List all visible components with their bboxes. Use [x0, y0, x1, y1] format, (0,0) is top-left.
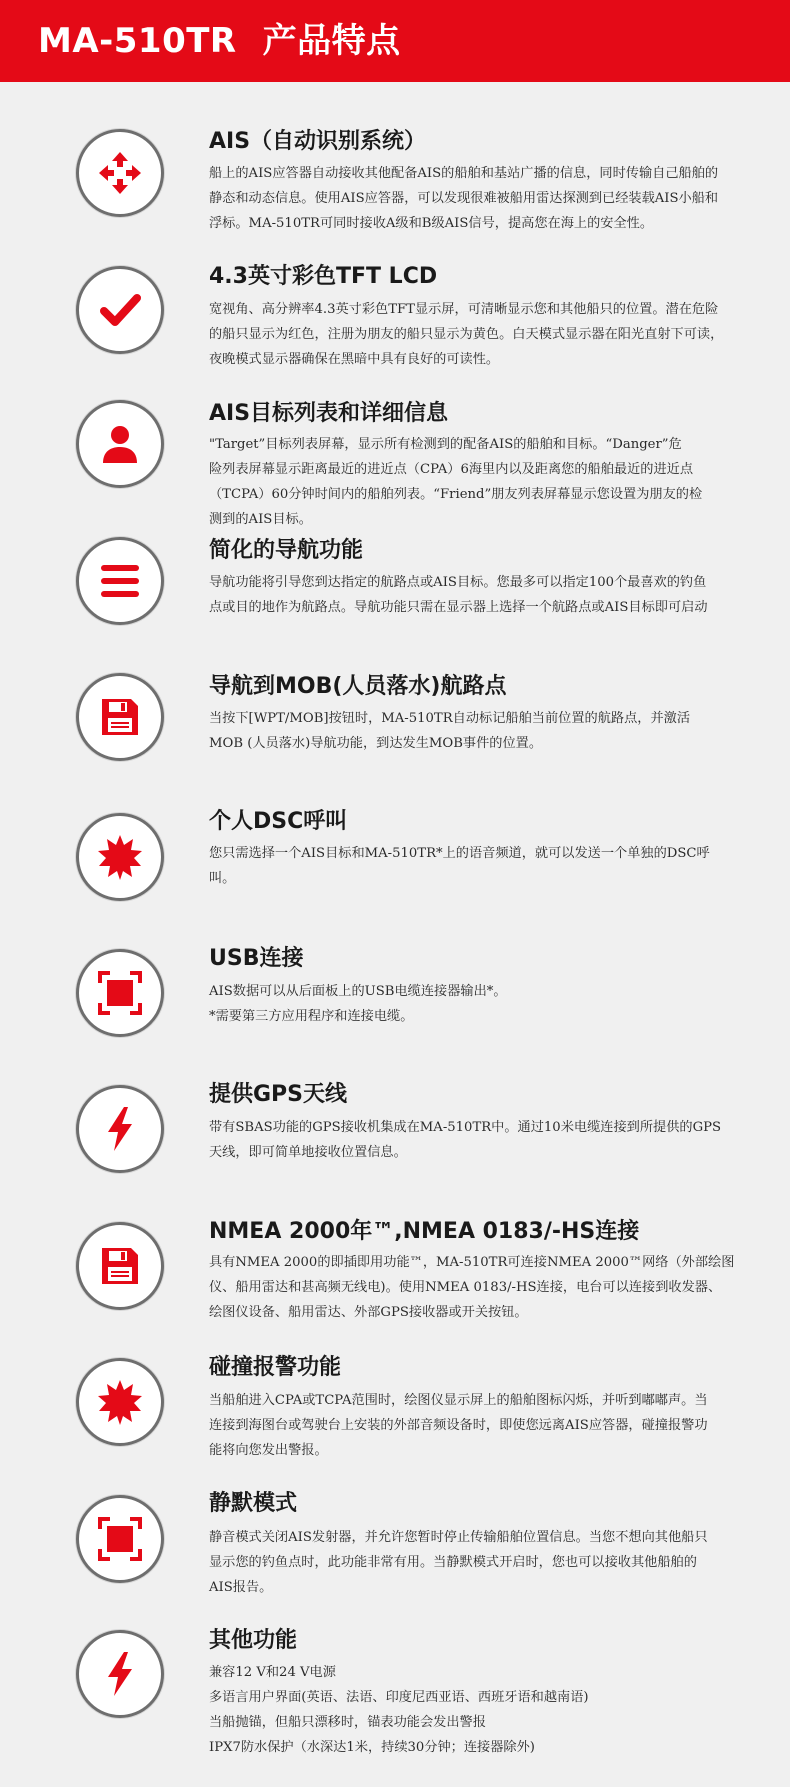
description-line: 船上的AIS应答器自动接收其他配备AIS的船舶和基站广播的信息，同时传输自己船舶的 [209, 166, 719, 181]
feature-icon-badge [76, 266, 164, 354]
description-line: 宽视角、高分辨率4.3英寸彩色TFT显示屏，可清晰显示您和其他船只的位置。潜在危险 [209, 302, 719, 317]
description-line: MOB (人员落水)导航功能，到达发生MOB事件的位置。 [209, 736, 543, 751]
title-text: 产品特点 [262, 21, 401, 61]
feature-description [209, 1250, 754, 1325]
feature-description [209, 1660, 754, 1760]
feature-description [209, 1388, 754, 1463]
description-line: 多语言用户界面(英语、法语、印度尼西亚语、西班牙语和越南语) [209, 1690, 589, 1705]
feature-icon-badge [76, 400, 164, 488]
feature-title: 提供GPS天线 [209, 1082, 348, 1107]
feature-icon-badge [76, 813, 164, 901]
feature-icon-badge [76, 1495, 164, 1583]
feature-description [209, 1115, 754, 1165]
description-line: 带有SBAS功能的GPS接收机集成在MA-510TR中。通过10米电缆连接到所提供的GPS [209, 1120, 722, 1135]
description-line: AIS数据可以从后面板上的USB电缆连接器输出*。 [209, 984, 507, 999]
description-line: 夜晚模式显示器确保在黑暗中具有良好的可读性。 [209, 352, 500, 367]
description-line: 当船抛锚，但船只漂移时，锚表功能会发出警报 [209, 1715, 486, 1730]
description-line: AIS报告。 [209, 1580, 273, 1595]
feature-icon-badge [76, 537, 164, 625]
description-line: 测到的AIS目标。 [209, 512, 312, 527]
feature-title: 简化的导航功能 [209, 538, 364, 563]
description-line: 险列表屏幕显示距离最近的进近点（CPA）6海里内以及距离您的船舶最近的进近点 [209, 462, 694, 477]
description-line: 浮标。MA-510TR可同时接收A级和B级AIS信号，提高您在海上的安全性。 [209, 216, 654, 231]
model-name: MA-510TR [38, 21, 237, 61]
description-line: 显示您的钓鱼点时，此功能非常有用。当静默模式开启时，您也可以接收其他船舶的 [209, 1555, 697, 1570]
feature-description [209, 841, 754, 891]
feature-icon-badge [76, 673, 164, 761]
feature-icon-badge [76, 1358, 164, 1446]
description-line: 您只需选择一个AIS目标和MA-510TR*上的语音频道，就可以发送一个单独的DSC呼 [209, 846, 710, 861]
description-line: 静态和动态信息。使用AIS应答器，可以发现很难被船用雷达探测到已经装载AIS小船和 [209, 191, 719, 206]
description-line: *需要第三方应用程序和连接电缆。 [209, 1009, 414, 1024]
feature-description [209, 297, 754, 372]
feature-title: AIS（自动识别系统） [209, 129, 427, 154]
feature-icon-badge [76, 129, 164, 217]
feature-icon-badge [76, 1222, 164, 1310]
description-line: 天线，即可简单地接收位置信息。 [209, 1145, 407, 1160]
feature-title: 个人DSC呼叫 [209, 809, 348, 834]
description-line: 静音模式关闭AIS发射器，并允许您暂时停止传输船舶位置信息。当您不想向其他船只 [209, 1530, 708, 1545]
feature-title: NMEA 2000年™,NMEA 0183/-HS连接 [209, 1219, 640, 1244]
description-line: 绘图仪设备、船用雷达、外部GPS接收器或开关按钮。 [209, 1305, 528, 1320]
feature-icon-badge [76, 1085, 164, 1173]
description-line: （TCPA）60分钟时间内的船舶列表。“Friend”朋友列表屏幕显示您设置为朋友的检 [209, 487, 703, 502]
feature-title: 碰撞报警功能 [209, 1355, 342, 1380]
description-line: 当船舶进入CPA或TCPA范围时，绘图仪显示屏上的船舶图标闪烁，并听到嘟嘟声。当 [209, 1393, 708, 1408]
feature-icon-badge [76, 1630, 164, 1718]
feature-title: 其他功能 [209, 1628, 298, 1653]
description-line: 仪、船用雷达和甚高频无线电)。使用NMEA 0183/-HS连接，电台可以连接到收发器、 [209, 1280, 722, 1295]
feature-title: 导航到MOB(人员落水)航路点 [209, 674, 507, 699]
feature-description [209, 161, 754, 236]
description-line: 导航功能将引导您到达指定的航路点或AIS目标。您最多可以指定100个最喜欢的钓鱼 [209, 575, 707, 590]
feature-description [209, 979, 754, 1029]
description-line: 连接到海图台或驾驶台上安装的外部音频设备时，即使您远离AIS应答器，碰撞报警功 [209, 1418, 708, 1433]
page-title [38, 0, 401, 82]
description-line: 兼容12 V和24 V电源 [209, 1665, 336, 1680]
description-line: 点或目的地作为航路点。导航功能只需在显示器上选择一个航路点或AIS目标即可启动 [209, 600, 708, 615]
description-line: IPX7防水保护（水深达1米，持续30分钟；连接器除外) [209, 1740, 535, 1755]
feature-title: USB连接 [209, 946, 304, 971]
feature-icon-badge [76, 949, 164, 1037]
feature-title: 静默模式 [209, 1491, 298, 1516]
feature-description [209, 1525, 754, 1600]
description-line: 的船只显示为红色，注册为朋友的船只显示为黄色。白天模式显示器在阳光直射下可读， [209, 327, 724, 342]
feature-title: AIS目标列表和详细信息 [209, 401, 449, 426]
feature-description [209, 432, 754, 532]
feature-description [209, 570, 754, 620]
feature-description [209, 706, 754, 756]
description-line: 能将向您发出警报。 [209, 1443, 328, 1458]
description-line: 叫。 [209, 871, 236, 886]
description-line: "Target”目标列表屏幕，显示所有检测到的配备AIS的船舶和目标。“Danger”危 [209, 437, 682, 452]
header-banner [0, 0, 790, 82]
feature-title: 4.3英寸彩色TFT LCD [209, 264, 438, 289]
description-line: 具有NMEA 2000的即插即用功能™，MA-510TR可连接NMEA 2000™网络（外部绘图 [209, 1255, 735, 1270]
description-line: 当按下[WPT/MOB]按钮时，MA-510TR自动标记船舶当前位置的航路点，并激活 [209, 711, 691, 726]
